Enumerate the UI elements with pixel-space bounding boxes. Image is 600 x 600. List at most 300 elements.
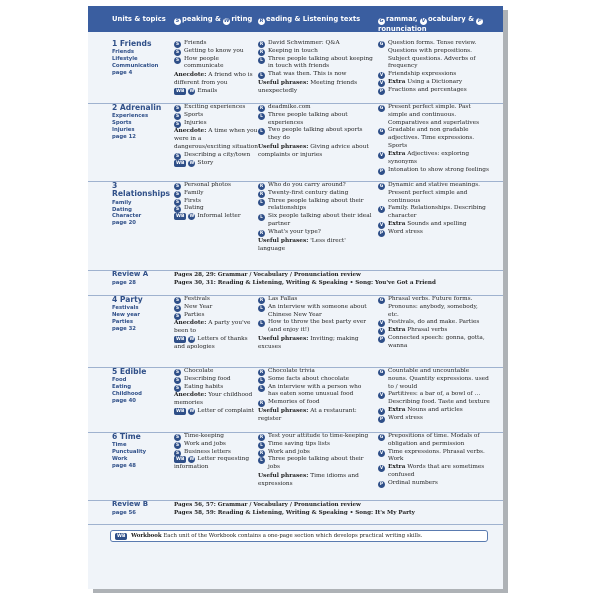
useful-phrases-label: Useful phrases: [258, 473, 309, 480]
header-text: riting [231, 15, 253, 23]
extra-label: Extra [388, 407, 406, 414]
list-item [378, 415, 490, 423]
item-text: Friendship expressions [388, 71, 457, 78]
grammar-vocab-column [378, 296, 490, 351]
item-text: Sports [184, 111, 204, 118]
skill-badge: P [379, 168, 384, 174]
unit-topic: Experiences [112, 113, 149, 120]
speaking-writing-column [174, 104, 258, 168]
review-line: Pages 30, 31: Reading & Listening, Writing & Speaking • Song: You've Got a Friend [174, 280, 436, 287]
list-item [258, 198, 373, 214]
reading-listening-column [258, 296, 373, 352]
unit-topic: Friends [112, 49, 135, 56]
item-text: Countable and uncountable nouns. Quantity expressions. used to / would [388, 368, 489, 390]
skill-badge: G [379, 184, 384, 189]
skill-badge: S [175, 435, 180, 440]
list-item [258, 182, 373, 190]
extra-label: Extra [388, 464, 406, 471]
list-item [378, 205, 490, 221]
skill-badge: L [258, 385, 265, 392]
skill-badge: W [189, 409, 195, 415]
skill-badge: R [259, 106, 264, 111]
skill-badge: S [175, 313, 180, 319]
item-text: Fractions and percentages [388, 86, 467, 93]
phrase-line [258, 80, 373, 96]
unit-topic: Character [112, 213, 142, 220]
item-text: Words that are sometimes confused [388, 464, 485, 479]
unit-topic: Food [112, 377, 127, 384]
item-text: Sounds and spelling [407, 221, 467, 228]
unit-page: page 12 [112, 133, 136, 140]
item-text: Gradable and non gradable adjectives. Time expressions. Sports [388, 127, 475, 150]
skill-badge: P [379, 230, 384, 236]
list-item [378, 335, 490, 351]
skill-badge: W [189, 160, 195, 166]
list-item [174, 304, 258, 312]
list-item [174, 312, 258, 320]
list-item [174, 48, 258, 56]
anecdote-text: Your childhood memories [174, 392, 253, 407]
item-text: Twenty-first century dating [268, 189, 349, 196]
item-text: Three people talking about their jobs [268, 456, 364, 471]
header-text: & [294, 15, 301, 23]
list-item [174, 433, 258, 441]
list-item [258, 56, 373, 72]
list-item [174, 376, 258, 384]
wb-badge: WB [176, 457, 185, 463]
item-text: deadmike.com [268, 104, 311, 110]
list-item [378, 407, 490, 415]
reading-listening-column [258, 368, 373, 424]
item-text: Chocolate [184, 368, 214, 374]
header-text: & [215, 15, 221, 23]
item-text: Describing food [184, 375, 231, 382]
useful-phrases-text: Giving advice about complaints or injuries [258, 144, 369, 158]
anecdote-text: A party you've been to [174, 320, 251, 335]
skill-badge: S [175, 42, 180, 47]
unit-title: Review A [112, 270, 149, 278]
review-row [88, 271, 503, 296]
item-text: Personal photos [184, 182, 231, 188]
anecdote-label: Anecdote: [174, 320, 207, 327]
unit-topic: Communication [112, 63, 159, 70]
unit-page: page 32 [112, 325, 136, 332]
item-text: Connected speech: gonna, gotta, wanna [388, 335, 485, 349]
skill-badge: V [379, 81, 384, 87]
list-item [258, 229, 373, 237]
skill-badge: S [175, 207, 180, 213]
item-text: Word stress [388, 228, 423, 235]
item-text: Family. Relationships. Describing character [388, 205, 486, 220]
item-text: Firsts [184, 197, 201, 204]
unit-info [112, 104, 174, 141]
item-text: Festivals [184, 296, 210, 302]
item-text: Six people talking about their ideal partner [268, 213, 372, 228]
unit-row [88, 368, 503, 433]
list-item [378, 182, 490, 205]
skill-badge: V [379, 466, 384, 472]
list-item [174, 120, 258, 128]
useful-phrases-text: 'Less direct' language [258, 237, 346, 252]
unit-page: page 56 [112, 509, 136, 516]
unit-topic: Time [112, 442, 127, 449]
skill-badge: G [379, 435, 384, 440]
anecdote-label: Anecdote: [174, 128, 207, 135]
list-item [378, 449, 490, 465]
unit-info [112, 182, 174, 227]
item-text: Exciting experiences [184, 104, 246, 110]
unit-topic: Dating [112, 206, 132, 213]
item-text: Phrasal verbs [407, 327, 448, 334]
useful-phrases-text: Time idioms and expressions [258, 473, 359, 487]
item-text: Friends [184, 40, 207, 46]
speaking-writing-column [174, 433, 258, 472]
wb-badge: WB [117, 534, 126, 539]
skill-badge: R [259, 191, 264, 197]
item-text: Dynamic and stative meanings. Present perfect simple and continuous [388, 182, 481, 204]
skill-badge: R [259, 184, 264, 189]
list-item [174, 449, 258, 457]
list-item [174, 205, 258, 213]
phrase-line [174, 392, 258, 408]
review-line: Pages 56, 57: Grammar / Vocabulary / Pronunciation review [174, 502, 361, 508]
review-row [88, 501, 503, 525]
item-text: Word stress [388, 414, 423, 421]
skill-badge: S [175, 113, 180, 119]
item-text: Memories of food [268, 399, 320, 406]
header-text: peaking [182, 15, 213, 23]
list-item [378, 87, 490, 95]
skill-badge: V [379, 152, 384, 158]
skill-badge: V [379, 329, 384, 335]
speaking-writing-column [174, 296, 258, 352]
unit-row [88, 296, 503, 368]
list-item [174, 384, 258, 392]
wb-badge: WB [176, 88, 185, 94]
list-item [174, 112, 258, 120]
list-item [174, 456, 258, 472]
unit-page: page 48 [112, 462, 136, 469]
list-item [378, 480, 490, 488]
unit-info [112, 271, 174, 287]
review-line: Pages 58, 59: Reading & Listening, Writing & Speaking • Song: It's My Party [174, 510, 415, 517]
skill-badge: S [175, 370, 180, 375]
phrase-line [258, 408, 373, 424]
list-item [378, 79, 490, 87]
reading-listening-column [258, 433, 373, 489]
list-item [378, 433, 490, 449]
reading-listening-column [258, 104, 373, 160]
list-item [174, 213, 258, 221]
item-text: What's your type? [268, 228, 321, 235]
unit-info [112, 501, 174, 517]
list-item [378, 40, 490, 71]
skill-badge: S [175, 106, 180, 111]
unit-info [112, 40, 174, 77]
skill-badge: S [175, 57, 180, 63]
list-item [378, 221, 490, 229]
item-text: Question forms. Tense review. Questions with prepositions. Subject questions. Adverbs of frequency [388, 40, 477, 70]
list-item [258, 319, 373, 335]
skill-badge: R [259, 450, 264, 456]
skill-badge: G [379, 370, 384, 375]
item-text: Getting to know you [184, 47, 244, 54]
list-item [378, 368, 490, 391]
skill-badge: R [259, 230, 264, 236]
speaking-writing-column [174, 368, 258, 416]
item-text: Two people talking about sports they do [268, 127, 363, 142]
skill-badge: L [258, 377, 265, 384]
item-text: Informal letter [197, 213, 241, 220]
header-text: & [468, 15, 475, 23]
useful-phrases-label: Useful phrases: [258, 144, 309, 151]
skill-badge: V [379, 450, 384, 456]
skill-badge: R [259, 49, 264, 55]
useful-phrases-label: Useful phrases: [258, 336, 309, 343]
grammar-vocab-column [378, 104, 490, 174]
unit-topic: Sports [112, 120, 132, 127]
item-text: Who do you carry around? [268, 182, 346, 188]
skill-badge: L [258, 320, 265, 327]
header-speaking-writing [174, 15, 252, 25]
item-text: Letter requesting information [174, 456, 250, 471]
skill-badge: V [379, 409, 384, 415]
header-grammar-vocab-pron [378, 15, 503, 33]
item-text: Ordinal numbers [388, 479, 438, 486]
item-text: Keeping in touch [268, 47, 318, 54]
useful-phrases-label: Useful phrases: [258, 237, 309, 244]
wb-badge: WB [176, 337, 185, 343]
list-item [174, 368, 258, 376]
list-item [174, 104, 258, 112]
item-text: An interview with a person who has eaten some unusual food [268, 383, 362, 398]
extra-label: Extra [388, 79, 406, 86]
unit-title: Review B [112, 500, 149, 508]
list-item [258, 441, 373, 449]
workbook-label: Workbook [131, 533, 162, 539]
skill-badge: S [175, 184, 180, 189]
list-item [174, 441, 258, 449]
item-text: Partitives: a bar of, a bowl of … Describing food. Taste and texture [388, 391, 490, 406]
list-item [258, 456, 373, 472]
unit-topic: Festivals [112, 305, 139, 312]
list-item [258, 449, 373, 457]
unit-topic: Eating [112, 384, 132, 391]
list-item [258, 112, 373, 128]
list-item [378, 391, 490, 407]
skill-badge: S [175, 199, 180, 205]
useful-phrases-text: Meeting friends unexpectedly [258, 80, 358, 94]
wb-badge: WB [176, 214, 185, 220]
unit-page: page 28 [112, 279, 136, 286]
list-item [174, 182, 258, 190]
skill-badge: R [259, 298, 264, 303]
header-reading-listening [258, 15, 360, 25]
skill-badge: S [175, 49, 180, 55]
speaking-writing-column [174, 182, 258, 221]
item-text: Time saving tips lists [268, 440, 331, 447]
skill-badge: L [258, 442, 265, 449]
item-text: New Year [184, 303, 213, 310]
unit-topic: Childhood [112, 391, 142, 398]
skill-badge: S [175, 450, 180, 456]
list-item [378, 151, 490, 167]
useful-phrases-text: At a restaurant: register [258, 408, 357, 422]
anecdote-label: Anecdote: [174, 392, 207, 399]
contents-page [88, 6, 503, 589]
skill-badge: P [379, 88, 384, 94]
item-text: Nouns and articles [407, 407, 463, 414]
skill-badge: L [258, 214, 265, 221]
table-header [88, 6, 503, 32]
list-item [258, 127, 373, 143]
grammar-vocab-column [378, 368, 490, 423]
anecdote-text: A friend who is different from you [174, 72, 253, 87]
review-content [174, 271, 494, 288]
unit-row [88, 433, 503, 501]
list-item [174, 198, 258, 206]
reading-listening-column [258, 182, 373, 253]
skill-badge: S [175, 377, 180, 383]
unit-topic: Lifestyle [112, 56, 138, 63]
list-item [258, 190, 373, 198]
workbook-note [110, 530, 488, 542]
list-item [258, 384, 373, 400]
phrase-line [174, 128, 258, 151]
skill-badge: W [189, 457, 195, 463]
phrase-line [174, 72, 258, 88]
skill-badge: L [258, 57, 265, 64]
wb-badge: WB [176, 409, 185, 415]
skill-badge: S [175, 305, 180, 311]
extra-label: Extra [388, 221, 406, 228]
list-item [258, 368, 373, 376]
skill-badge: V [379, 393, 384, 399]
header-text: ronunciation [378, 25, 427, 33]
item-text: Chocolate trivia [268, 368, 315, 374]
skill-badge: L [258, 305, 265, 312]
list-item [258, 399, 373, 407]
list-item [378, 104, 490, 127]
list-item [258, 48, 373, 56]
list-item [174, 296, 258, 304]
item-text: Story [197, 159, 214, 166]
list-item [378, 167, 490, 175]
item-text: Describing a city/town [184, 151, 251, 158]
unit-info [112, 368, 174, 405]
unit-title: 2 Adrenalin [112, 103, 162, 112]
list-item [378, 464, 490, 480]
unit-title: 5 Edible [112, 367, 147, 376]
unit-topic: Work [112, 456, 128, 463]
unit-topic: New year [112, 312, 140, 319]
unit-info [112, 433, 174, 470]
anecdote-text: A time when you were in a dangerous/exciting situation [174, 128, 258, 151]
header-text: eading [266, 15, 293, 23]
grammar-vocab-column [378, 433, 490, 488]
skill-badge: L [258, 457, 265, 464]
useful-phrases-label: Useful phrases: [258, 80, 309, 87]
item-text: Time-keeping [184, 433, 224, 439]
item-text: Three people talking about experiences [268, 111, 348, 126]
skill-badge: R [259, 370, 264, 375]
item-text: Using a Dictionary [407, 79, 463, 86]
unit-row [88, 40, 503, 104]
item-text: Emails [197, 87, 218, 94]
unit-page: page 20 [112, 220, 136, 227]
phrase-line [258, 473, 373, 489]
item-text: Eating habits [184, 383, 224, 390]
item-text: Letters of thanks and apologies [174, 336, 248, 350]
item-text: Festivals, do and make. Parties [388, 319, 480, 326]
list-item [378, 327, 490, 335]
unit-topic: Injuries [112, 127, 135, 134]
item-text: Work and jobs [268, 448, 310, 455]
item-text: Intonation to show strong feelings [388, 166, 489, 173]
useful-phrases-text: Inviting; making excuses [258, 336, 359, 350]
item-text: Phrasal verbs. Future forms. Pronouns: anybody, somebody, etc. [388, 296, 478, 318]
item-text: Three people talking about keeping in touch with friends [268, 55, 373, 70]
skill-badge: V [379, 321, 384, 327]
unit-topic: Parties [112, 319, 134, 326]
skill-badge: L [258, 113, 265, 120]
item-text: Time expressions. Phrasal verbs. Work [388, 448, 485, 463]
skill-badge: S [175, 298, 180, 303]
list-item [258, 433, 373, 441]
workbook-text: Each unit of the Workbook contains a one-page section which develops practical writing skills. [163, 533, 423, 539]
phrase-line [258, 238, 373, 254]
skill-badge: P [379, 416, 384, 422]
list-item [174, 336, 258, 352]
unit-title: 6 Time [112, 432, 141, 441]
unit-page: page 4 [112, 69, 133, 76]
grammar-vocab-column [378, 182, 490, 237]
skill-badge: S [175, 153, 180, 159]
skill-badge: L [258, 199, 265, 206]
wb-badge: WB [176, 160, 185, 166]
review-content [174, 501, 494, 518]
item-text: Prepositions of time. Modals of obligation and permission [388, 433, 480, 447]
skill-badge: R [259, 42, 264, 47]
initial-icon: S [175, 18, 180, 24]
item-text: An interview with someone about Chinese New Year [268, 303, 367, 318]
speaking-writing-column [174, 40, 258, 96]
skill-badge: P [379, 337, 384, 343]
item-text: Dating [184, 205, 204, 212]
unit-title: 3 Relationships [112, 181, 171, 199]
initial-icon: P [478, 18, 482, 24]
list-item [174, 152, 258, 160]
list-item [378, 229, 490, 237]
item-text: Work and jobs [184, 440, 226, 447]
review-line: Pages 28, 29: Grammar / Vocabulary / Pronunciation review [174, 272, 361, 278]
item-text: Three people talking about their relationships [268, 197, 364, 212]
header-text: rammar, [386, 15, 418, 23]
skill-badge: W [189, 88, 195, 94]
skill-badge: V [379, 223, 384, 229]
unit-topic: Family [112, 199, 132, 206]
item-text: David Schwimmer: Q&A [268, 40, 340, 46]
phrase-line [258, 336, 373, 352]
skill-badge: G [379, 129, 384, 135]
header-text: ocabulary [428, 15, 466, 23]
list-item [378, 127, 490, 150]
skill-badge: S [175, 191, 180, 197]
item-text: Business letters [184, 448, 231, 455]
item-text: Parties [184, 311, 205, 318]
list-item [378, 71, 490, 79]
unit-title: 1 Friends [112, 39, 152, 48]
